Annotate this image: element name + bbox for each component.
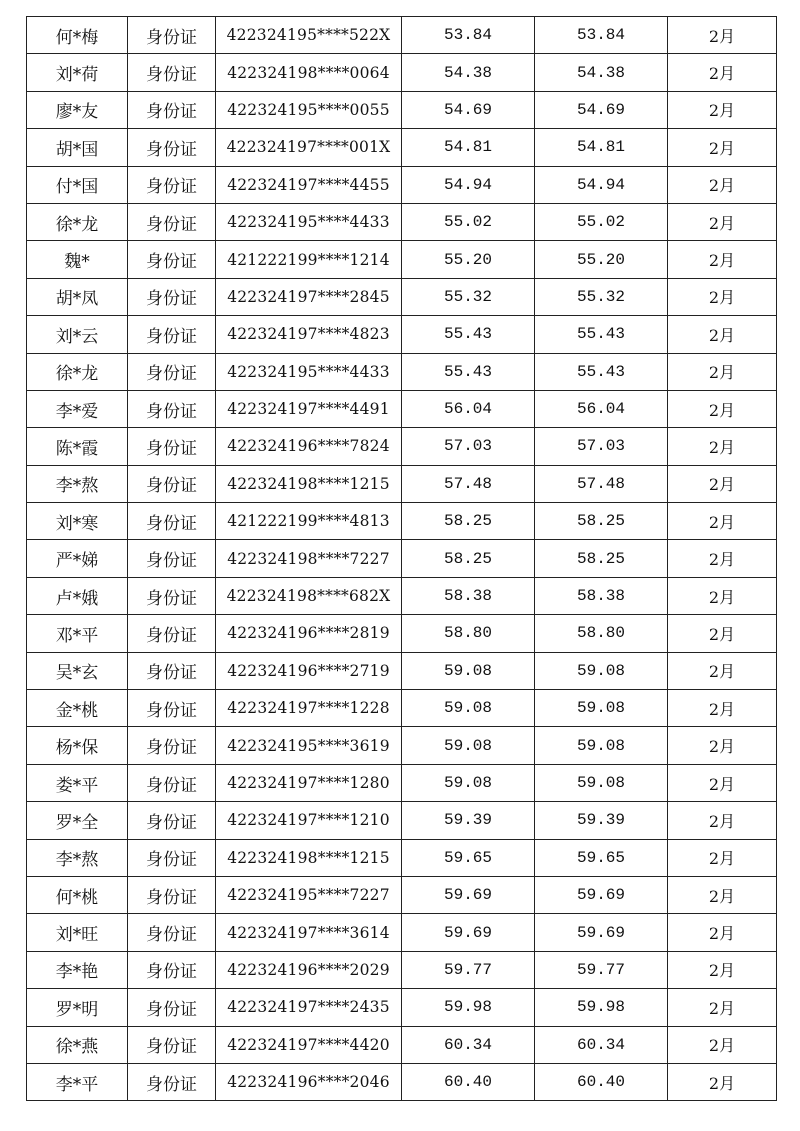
amount-paid-cell: 59.77 (535, 951, 668, 988)
id-type-cell: 身份证 (128, 91, 216, 128)
month-cell: 2月 (668, 129, 777, 166)
amount-cell: 53.84 (402, 17, 535, 54)
id-number-cell: 422324197****1228 (216, 690, 402, 727)
month-cell: 2月 (668, 390, 777, 427)
table-row (27, 91, 777, 128)
table-row (27, 989, 777, 1026)
id-type-cell: 身份证 (128, 166, 216, 203)
amount-cell: 59.77 (402, 951, 535, 988)
name-cell: 徐*龙 (27, 353, 128, 390)
amount-paid-cell: 55.32 (535, 278, 668, 315)
table-body (27, 17, 777, 1101)
amount-paid-cell: 55.43 (535, 316, 668, 353)
month-cell: 2月 (668, 166, 777, 203)
table-row (27, 690, 777, 727)
amount-cell: 59.39 (402, 802, 535, 839)
table-row (27, 839, 777, 876)
amount-cell: 58.25 (402, 540, 535, 577)
month-cell: 2月 (668, 540, 777, 577)
month-cell: 2月 (668, 914, 777, 951)
id-number-cell: 422324197****4455 (216, 166, 402, 203)
name-cell: 罗*明 (27, 989, 128, 1026)
month-cell: 2月 (668, 1026, 777, 1063)
amount-paid-cell: 58.80 (535, 615, 668, 652)
amount-cell: 58.25 (402, 503, 535, 540)
amount-cell: 55.20 (402, 241, 535, 278)
amount-cell: 54.38 (402, 54, 535, 91)
id-type-cell: 身份证 (128, 652, 216, 689)
name-cell: 廖*友 (27, 91, 128, 128)
month-cell: 2月 (668, 690, 777, 727)
id-number-cell: 422324196****2719 (216, 652, 402, 689)
table-row (27, 914, 777, 951)
amount-cell: 55.43 (402, 316, 535, 353)
id-type-cell: 身份证 (128, 465, 216, 502)
amount-paid-cell: 59.39 (535, 802, 668, 839)
month-cell: 2月 (668, 876, 777, 913)
amount-paid-cell: 59.98 (535, 989, 668, 1026)
name-cell: 邓*平 (27, 615, 128, 652)
id-number-cell: 422324197****3614 (216, 914, 402, 951)
id-number-cell: 422324196****2046 (216, 1063, 402, 1100)
id-type-cell: 身份证 (128, 428, 216, 465)
id-number-cell: 422324197****001X (216, 129, 402, 166)
id-type-cell: 身份证 (128, 241, 216, 278)
month-cell: 2月 (668, 989, 777, 1026)
amount-cell: 55.02 (402, 203, 535, 240)
name-cell: 李*平 (27, 1063, 128, 1100)
amount-paid-cell: 56.04 (535, 390, 668, 427)
amount-paid-cell: 59.08 (535, 727, 668, 764)
name-cell: 刘*云 (27, 316, 128, 353)
id-number-cell: 422324195****0055 (216, 91, 402, 128)
month-cell: 2月 (668, 428, 777, 465)
month-cell: 2月 (668, 652, 777, 689)
id-number-cell: 422324196****2029 (216, 951, 402, 988)
amount-cell: 60.34 (402, 1026, 535, 1063)
table-row (27, 727, 777, 764)
amount-cell: 58.80 (402, 615, 535, 652)
id-number-cell: 422324195****4433 (216, 203, 402, 240)
id-number-cell: 422324198****682X (216, 577, 402, 614)
amount-paid-cell: 54.69 (535, 91, 668, 128)
id-number-cell: 422324195****7227 (216, 876, 402, 913)
id-number-cell: 421222199****4813 (216, 503, 402, 540)
table-row (27, 503, 777, 540)
name-cell: 胡*国 (27, 129, 128, 166)
name-cell: 李*爱 (27, 390, 128, 427)
name-cell: 吴*玄 (27, 652, 128, 689)
id-type-cell: 身份证 (128, 577, 216, 614)
table-row (27, 615, 777, 652)
id-number-cell: 422324195****3619 (216, 727, 402, 764)
id-type-cell: 身份证 (128, 1063, 216, 1100)
id-number-cell: 422324197****2845 (216, 278, 402, 315)
table-row (27, 278, 777, 315)
id-type-cell: 身份证 (128, 54, 216, 91)
amount-paid-cell: 59.69 (535, 914, 668, 951)
table-row (27, 1063, 777, 1100)
amount-cell: 55.43 (402, 353, 535, 390)
name-cell: 刘*荷 (27, 54, 128, 91)
id-type-cell: 身份证 (128, 690, 216, 727)
id-number-cell: 422324198****1215 (216, 839, 402, 876)
name-cell: 娄*平 (27, 764, 128, 801)
amount-paid-cell: 58.25 (535, 540, 668, 577)
table-row (27, 17, 777, 54)
id-type-cell: 身份证 (128, 764, 216, 801)
name-cell: 严*娣 (27, 540, 128, 577)
id-type-cell: 身份证 (128, 316, 216, 353)
table-row (27, 764, 777, 801)
table-row (27, 166, 777, 203)
name-cell: 罗*全 (27, 802, 128, 839)
amount-cell: 59.08 (402, 764, 535, 801)
amount-paid-cell: 60.34 (535, 1026, 668, 1063)
name-cell: 徐*龙 (27, 203, 128, 240)
amount-cell: 54.69 (402, 91, 535, 128)
amount-paid-cell: 54.94 (535, 166, 668, 203)
id-type-cell: 身份证 (128, 989, 216, 1026)
id-type-cell: 身份证 (128, 390, 216, 427)
month-cell: 2月 (668, 1063, 777, 1100)
table-row (27, 203, 777, 240)
name-cell: 李*熬 (27, 839, 128, 876)
name-cell: 金*桃 (27, 690, 128, 727)
table-row (27, 54, 777, 91)
table-row (27, 353, 777, 390)
id-number-cell: 422324195****4433 (216, 353, 402, 390)
id-type-cell: 身份证 (128, 17, 216, 54)
id-number-cell: 422324198****7227 (216, 540, 402, 577)
month-cell: 2月 (668, 839, 777, 876)
month-cell: 2月 (668, 316, 777, 353)
id-type-cell: 身份证 (128, 951, 216, 988)
amount-cell: 59.98 (402, 989, 535, 1026)
month-cell: 2月 (668, 278, 777, 315)
month-cell: 2月 (668, 727, 777, 764)
id-type-cell: 身份证 (128, 727, 216, 764)
amount-paid-cell: 60.40 (535, 1063, 668, 1100)
amount-paid-cell: 55.02 (535, 203, 668, 240)
name-cell: 卢*娥 (27, 577, 128, 614)
amount-paid-cell: 59.08 (535, 764, 668, 801)
month-cell: 2月 (668, 17, 777, 54)
id-number-cell: 422324197****4823 (216, 316, 402, 353)
id-number-cell: 422324196****2819 (216, 615, 402, 652)
table-row (27, 241, 777, 278)
id-number-cell: 421222199****1214 (216, 241, 402, 278)
id-number-cell: 422324197****1280 (216, 764, 402, 801)
id-number-cell: 422324198****1215 (216, 465, 402, 502)
amount-paid-cell: 58.25 (535, 503, 668, 540)
amount-paid-cell: 54.81 (535, 129, 668, 166)
table-row (27, 428, 777, 465)
amount-cell: 58.38 (402, 577, 535, 614)
amount-cell: 59.08 (402, 690, 535, 727)
name-cell: 胡*凤 (27, 278, 128, 315)
table-row (27, 577, 777, 614)
amount-paid-cell: 58.38 (535, 577, 668, 614)
amount-paid-cell: 53.84 (535, 17, 668, 54)
id-type-cell: 身份证 (128, 876, 216, 913)
id-number-cell: 422324197****2435 (216, 989, 402, 1026)
amount-cell: 54.81 (402, 129, 535, 166)
amount-cell: 59.69 (402, 914, 535, 951)
month-cell: 2月 (668, 577, 777, 614)
amount-paid-cell: 59.08 (535, 652, 668, 689)
id-type-cell: 身份证 (128, 839, 216, 876)
month-cell: 2月 (668, 465, 777, 502)
amount-cell: 55.32 (402, 278, 535, 315)
table-row (27, 1026, 777, 1063)
beneficiary-table (26, 16, 777, 1101)
id-type-cell: 身份证 (128, 1026, 216, 1063)
table-row (27, 129, 777, 166)
amount-cell: 57.48 (402, 465, 535, 502)
amount-paid-cell: 59.69 (535, 876, 668, 913)
id-type-cell: 身份证 (128, 914, 216, 951)
name-cell: 何*桃 (27, 876, 128, 913)
id-type-cell: 身份证 (128, 203, 216, 240)
name-cell: 何*梅 (27, 17, 128, 54)
table-row (27, 802, 777, 839)
table-row (27, 540, 777, 577)
id-number-cell: 422324197****1210 (216, 802, 402, 839)
name-cell: 徐*燕 (27, 1026, 128, 1063)
amount-paid-cell: 57.48 (535, 465, 668, 502)
id-type-cell: 身份证 (128, 540, 216, 577)
name-cell: 李*熬 (27, 465, 128, 502)
name-cell: 魏* (27, 241, 128, 278)
month-cell: 2月 (668, 241, 777, 278)
month-cell: 2月 (668, 615, 777, 652)
id-number-cell: 422324197****4491 (216, 390, 402, 427)
id-number-cell: 422324195****522X (216, 17, 402, 54)
id-type-cell: 身份证 (128, 802, 216, 839)
id-number-cell: 422324197****4420 (216, 1026, 402, 1063)
id-type-cell: 身份证 (128, 503, 216, 540)
amount-cell: 59.08 (402, 652, 535, 689)
table-row (27, 316, 777, 353)
amount-paid-cell: 59.08 (535, 690, 668, 727)
id-number-cell: 422324198****0064 (216, 54, 402, 91)
name-cell: 陈*霞 (27, 428, 128, 465)
amount-paid-cell: 54.38 (535, 54, 668, 91)
table-row (27, 951, 777, 988)
name-cell: 刘*旺 (27, 914, 128, 951)
amount-cell: 57.03 (402, 428, 535, 465)
month-cell: 2月 (668, 503, 777, 540)
month-cell: 2月 (668, 802, 777, 839)
amount-paid-cell: 55.43 (535, 353, 668, 390)
month-cell: 2月 (668, 764, 777, 801)
month-cell: 2月 (668, 353, 777, 390)
amount-paid-cell: 57.03 (535, 428, 668, 465)
table-row (27, 876, 777, 913)
id-type-cell: 身份证 (128, 129, 216, 166)
amount-paid-cell: 59.65 (535, 839, 668, 876)
id-number-cell: 422324196****7824 (216, 428, 402, 465)
amount-paid-cell: 55.20 (535, 241, 668, 278)
amount-cell: 59.08 (402, 727, 535, 764)
table-row (27, 652, 777, 689)
name-cell: 刘*寒 (27, 503, 128, 540)
name-cell: 李*艳 (27, 951, 128, 988)
month-cell: 2月 (668, 203, 777, 240)
amount-cell: 60.40 (402, 1063, 535, 1100)
month-cell: 2月 (668, 91, 777, 128)
id-type-cell: 身份证 (128, 353, 216, 390)
id-type-cell: 身份证 (128, 278, 216, 315)
name-cell: 杨*保 (27, 727, 128, 764)
id-type-cell: 身份证 (128, 615, 216, 652)
name-cell: 付*国 (27, 166, 128, 203)
amount-cell: 59.69 (402, 876, 535, 913)
amount-cell: 54.94 (402, 166, 535, 203)
amount-cell: 59.65 (402, 839, 535, 876)
table-row (27, 390, 777, 427)
month-cell: 2月 (668, 54, 777, 91)
amount-cell: 56.04 (402, 390, 535, 427)
month-cell: 2月 (668, 951, 777, 988)
table-row (27, 465, 777, 502)
